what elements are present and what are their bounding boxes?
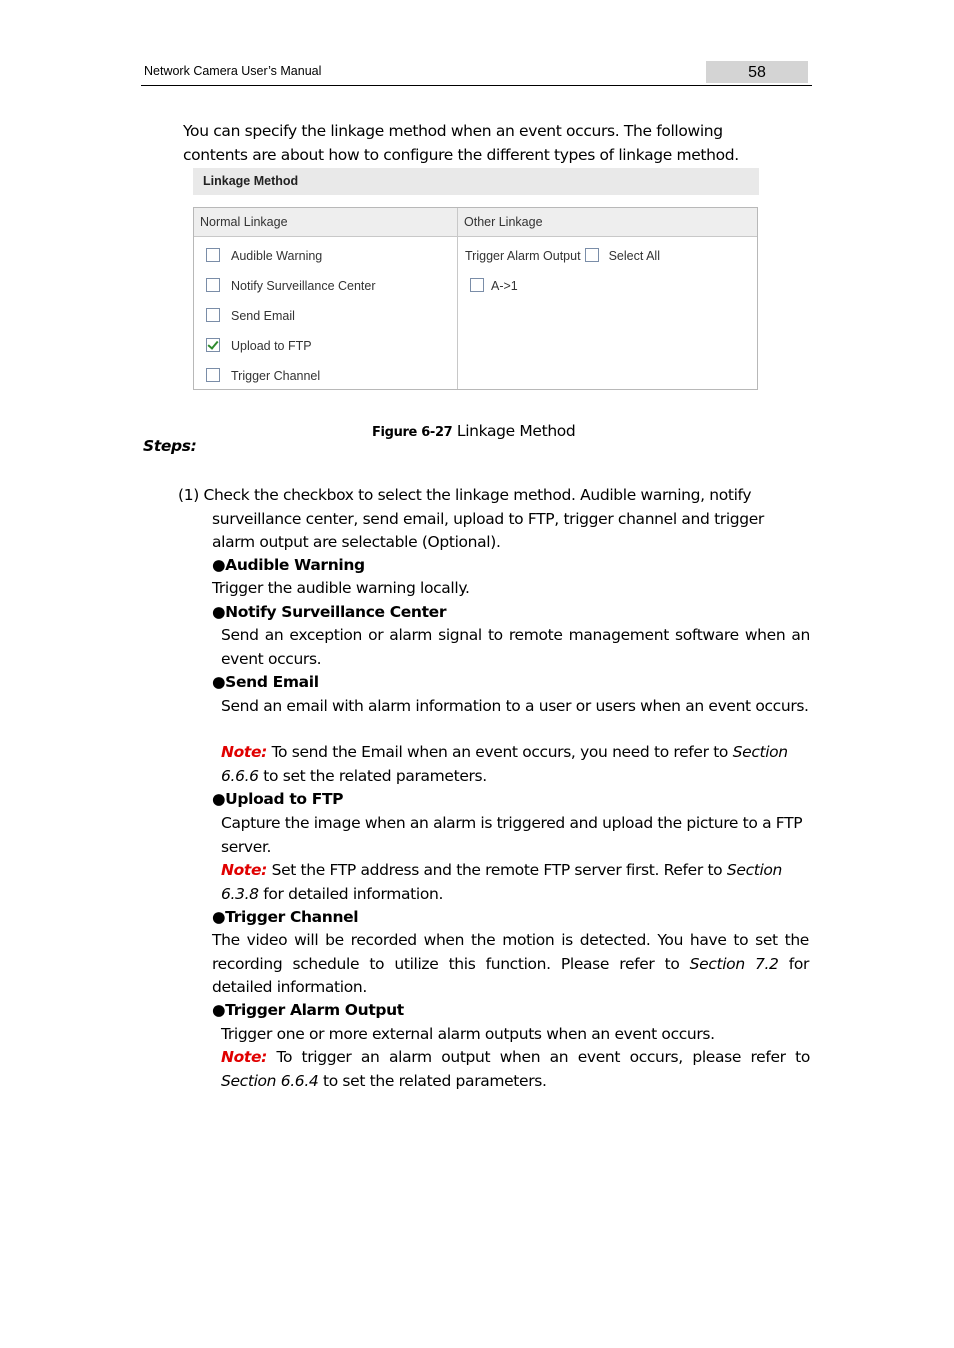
section-send-email-note: Note: To send the Email when an event occurs, you need to refer to Section 6.6.6 to set the related parameters. xyxy=(221,743,788,785)
trigger-channel-checkbox[interactable] xyxy=(206,368,220,382)
section-reference: Section 6.3.8 xyxy=(221,861,783,903)
select-all-checkbox[interactable] xyxy=(585,248,599,262)
upload-to-ftp-checkbox[interactable] xyxy=(206,338,220,352)
section-channel-title: ●Trigger Channel xyxy=(212,908,359,926)
section-alarm-note: Note: To trigger an alarm output when an event occurs, please refer to Section 6.6.4 to set the related parameters. xyxy=(221,1048,810,1090)
section-alarm-title: ●Trigger Alarm Output xyxy=(212,1001,404,1019)
note-label: Note: xyxy=(221,861,267,879)
option-send-email[interactable]: Send Email xyxy=(206,308,295,324)
section-reference: Section 7.2 xyxy=(689,954,779,973)
note-label: Note: xyxy=(221,743,267,761)
header-title: Network Camera User’s Manual xyxy=(144,64,322,78)
section-reference: Section 6.6.6 xyxy=(221,743,788,785)
figure-label: Figure 6-27 xyxy=(372,425,453,440)
trigger-alarm-output-row xyxy=(465,248,660,264)
step-1-line2: surveillance center, send email, upload to FTP, trigger channel and trigger alarm output are selectable (Optional). xyxy=(212,509,764,551)
send-email-checkbox[interactable] xyxy=(206,308,220,322)
page-number: 58 xyxy=(706,61,808,83)
option-notify-surveillance-center[interactable]: Notify Surveillance Center xyxy=(206,278,376,294)
linkage-table xyxy=(193,207,758,390)
section-alarm-body: Trigger one or more external alarm outputs when an event occurs. xyxy=(221,1025,715,1043)
section-ftp-title: ●Upload to FTP xyxy=(212,790,344,808)
option-trigger-channel[interactable]: Trigger Channel xyxy=(206,368,320,384)
step-1-line1: (1) Check the checkbox to select the linkage method. Audible warning, notify xyxy=(178,486,752,504)
figure-caption xyxy=(372,422,575,440)
section-audible-warning-body: Trigger the audible warning locally. xyxy=(212,579,470,597)
step-1 xyxy=(178,484,818,555)
option-audible-warning[interactable]: Audible Warning xyxy=(206,248,322,264)
section-ftp-note: Note: Set the FTP address and the remote FTP server first. Refer to Section 6.3.8 for detailed information. xyxy=(221,861,783,903)
section-reference: Section 6.6.4 xyxy=(221,1071,319,1090)
intro-paragraph: You can specify the linkage method when an event occurs. The following contents are about how to configure the different types of linkage method. xyxy=(183,122,739,164)
section-ftp-body: Capture the image when an alarm is triggered and upload the picture to a FTP server. xyxy=(221,814,803,856)
section-audible-warning-title: ●Audible Warning xyxy=(212,556,365,574)
section-notify-title: ●Notify Surveillance Center xyxy=(212,603,447,621)
option-alarm-output-a1[interactable]: A->1 xyxy=(470,278,518,294)
section-channel-body: The video will be recorded when the motion is detected. You have to set the recording schedule to utilize this function. Please refer to Section 7.2 for detailed information. xyxy=(212,931,810,996)
trigger-alarm-output-label: Trigger Alarm Output xyxy=(465,249,581,263)
panel-title-bar xyxy=(193,168,759,195)
figure-title: Linkage Method xyxy=(456,422,576,440)
select-all-label: Select All xyxy=(608,249,660,263)
normal-linkage-header: Normal Linkage xyxy=(200,215,288,229)
other-linkage-header: Other Linkage xyxy=(464,215,543,229)
section-send-email-title: ●Send Email xyxy=(212,673,319,691)
section-notify-body: Send an exception or alarm signal to remote management software when an event occurs. xyxy=(221,626,810,668)
alarm-output-a1-checkbox[interactable] xyxy=(470,278,484,292)
section-send-email-body: Send an email with alarm information to a user or users when an event occurs. xyxy=(221,697,809,715)
notify-surveillance-center-checkbox[interactable] xyxy=(206,278,220,292)
note-label: Note: xyxy=(221,1048,267,1066)
panel-title: Linkage Method xyxy=(203,174,299,188)
audible-warning-checkbox[interactable] xyxy=(206,248,220,262)
header-rule xyxy=(141,85,812,86)
option-upload-to-ftp[interactable]: Upload to FTP xyxy=(206,338,312,354)
steps-heading: Steps: xyxy=(143,437,197,455)
column-divider xyxy=(457,208,458,389)
